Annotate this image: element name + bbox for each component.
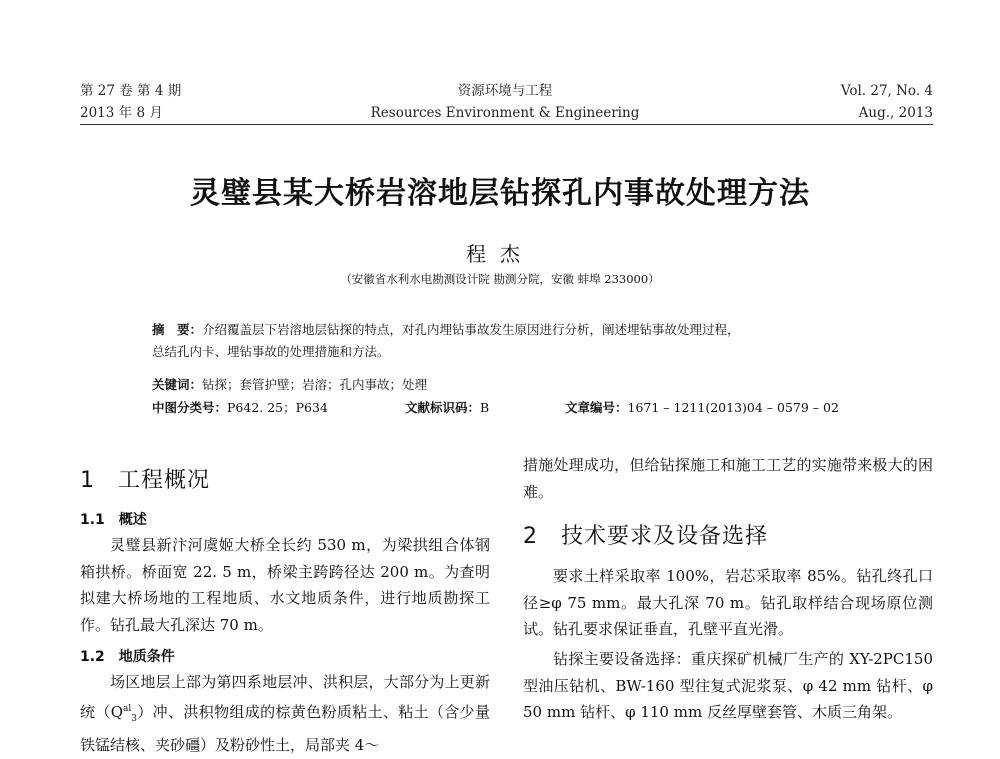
paper-title: 灵璧县某大桥岩溶地层钻探孔内事故处理方法	[190, 176, 810, 211]
geology-text-a: 场区地层上部为第四系地层冲、洪积层，大部分为上更新统（Q	[80, 673, 490, 721]
abstract	[152, 319, 912, 363]
keywords-label: 关键词：	[152, 377, 203, 392]
technical-requirements-paragraph: 要求土样采取率 100%，岩芯采取率 85%。钻孔终孔口径≥φ 75 mm。最大孔深 70 m。钻孔取样结合现场原位测试。钻孔要求保证垂直，孔壁平直光滑。	[523, 567, 933, 638]
document-code	[405, 397, 565, 419]
section-1-2-paragraph	[80, 669, 490, 759]
date-en: Aug., 2013	[858, 105, 933, 121]
abstract-line-1: 介绍覆盖层下岩溶地层钻探的特点，对孔内埋钻事故发生原因进行分析，阐述埋钻事故处理过程，	[202, 322, 740, 337]
stratum-subscript: 3	[131, 713, 137, 724]
journal-name-en: Resources Environment & Engineering	[370, 105, 640, 121]
section-1-1-paragraph: 灵璧县新汴河虞姬大桥全长约 530 m，为梁拱组合体钢箱拱桥。桥面宽 22. 5 m，桥梁主跨跨径达 200 m。为查明拟建大桥场地的工程地质、水文地质条件，进行地质勘探工作。钻孔最大孔深达 70 m。	[80, 536, 490, 634]
clc-label: 中图分类号：	[152, 400, 228, 415]
volume-issue-cn: 第 27 卷 第 4 期	[80, 83, 182, 99]
date-cn: 2013 年 8 月	[80, 105, 163, 121]
subsection-1-2-heading: 1.2 地质条件	[80, 649, 175, 665]
section-2-heading: 2 技术要求及设备选择	[523, 524, 768, 549]
header-rule	[80, 124, 933, 125]
equipment-paragraph: 钻探主要设备选择：重庆探矿机械厂生产的 XY-2PC150 型油压钻机、BW-160 型往复式泥浆泵、φ 42 mm 钻杆、φ 50 mm 钻杆、φ 110 mm 反丝厚壁套管、木质三角架。	[523, 650, 933, 721]
clc-value: P642. 25；P634	[227, 400, 328, 415]
document-code-value: B	[480, 400, 490, 415]
article-number	[565, 397, 925, 419]
journal-name-cn: 资源环境与工程	[457, 83, 553, 99]
article-number-value: 1671 – 1211(2013)04 – 0579 – 02	[627, 400, 839, 415]
abstract-label: 摘 要：	[152, 322, 203, 337]
abstract-line-2: 总结孔内卡、埋钻事故的处理措施和方法。	[152, 344, 390, 359]
author-name: 程杰	[466, 242, 534, 266]
keywords	[152, 374, 912, 396]
volume-issue-en: Vol. 27, No. 4	[840, 83, 933, 99]
document-code-label: 文献标识码：	[405, 400, 481, 415]
article-number-label: 文章编号：	[565, 400, 628, 415]
section-1-heading: 1 工程概况	[80, 468, 210, 493]
continued-paragraph: 措施处理成功，但给钻探施工和施工工艺的实施带来极大的困难。	[523, 456, 933, 501]
keywords-text: 钻探；套管护壁；岩溶；孔内事故；处理	[202, 377, 428, 392]
geology-text-b: ）冲、洪积物组成的棕黄色粉质粘土、粘土（含少量铁锰结核、夹砂礓）及粉砂性土，局部夹 4～	[80, 702, 490, 754]
subsection-1-1-heading: 1.1 概述	[80, 512, 147, 528]
stratum-superscript: al	[123, 703, 132, 714]
author-affiliation: （安徽省水利水电勘测设计院 勘测分院，安徽 蚌埠 233000）	[340, 272, 660, 286]
